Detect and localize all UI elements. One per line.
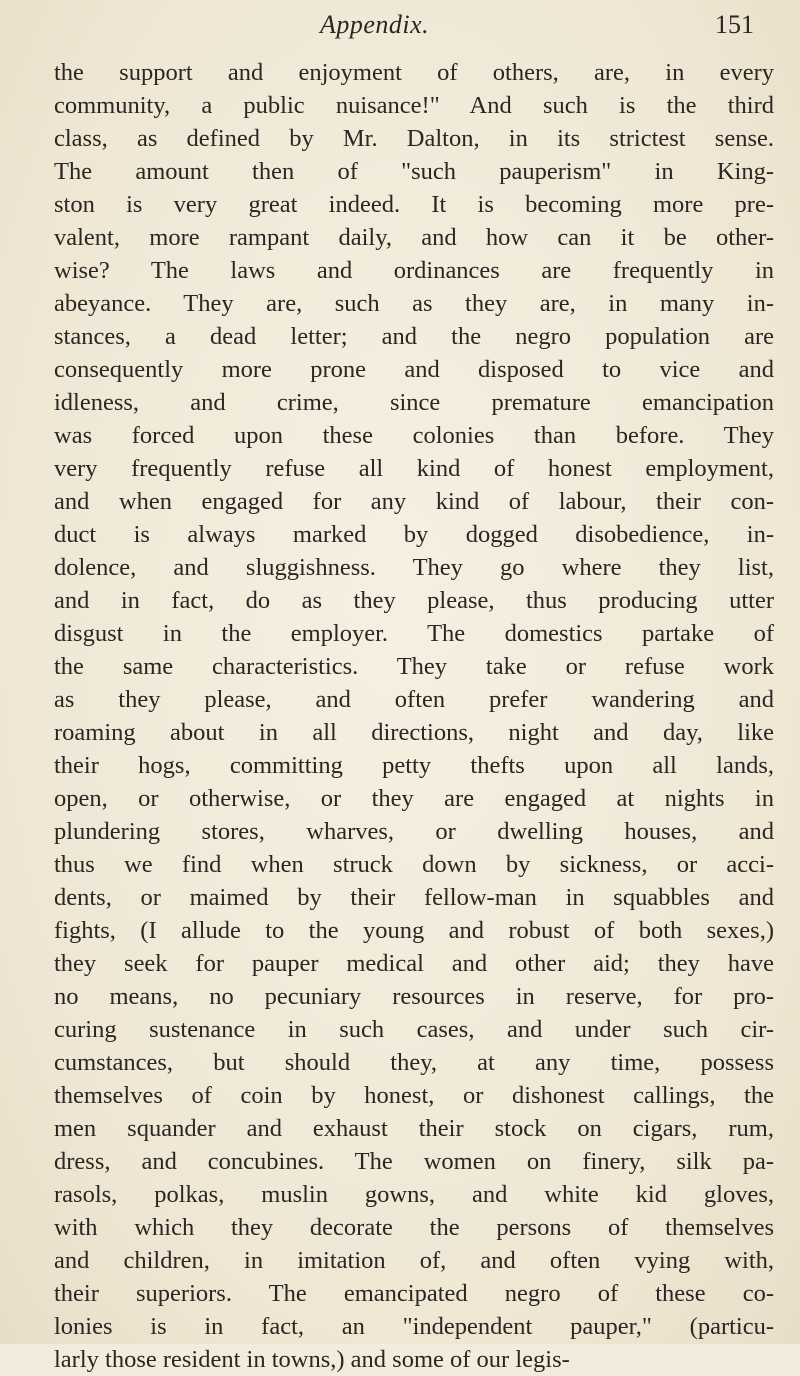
text-line: no means, no pecuniary resources in reserve, for pro- bbox=[54, 983, 774, 1010]
text-line: larly those resident in towns,) and some of our legis- bbox=[54, 1346, 570, 1373]
text-line: dents, or maimed by their fellow-man in squabbles and bbox=[54, 884, 774, 911]
text-line: fights, (I allude to the young and robust of both sexes,) bbox=[54, 917, 774, 944]
text-line: roaming about in all directions, night and day, like bbox=[54, 719, 774, 746]
text-line: curing sustenance in such cases, and under such cir- bbox=[54, 1016, 774, 1043]
text-line: rasols, polkas, muslin gowns, and white kid gloves, bbox=[54, 1181, 774, 1208]
text-line: their superiors. The emancipated negro of these co- bbox=[54, 1280, 774, 1307]
text-line: themselves of coin by honest, or dishonest callings, the bbox=[54, 1082, 774, 1109]
text-line: valent, more rampant daily, and how can it be other- bbox=[54, 224, 774, 251]
text-line: consequently more prone and disposed to vice and bbox=[54, 356, 774, 383]
page-number: 151 bbox=[715, 10, 754, 39]
text-line: abeyance. They are, such as they are, in many in- bbox=[54, 290, 774, 317]
text-line: the support and enjoyment of others, are, in every bbox=[54, 59, 774, 86]
text-line: very frequently refuse all kind of honest employment, bbox=[54, 455, 774, 482]
text-line: the same characteristics. They take or refuse work bbox=[54, 653, 774, 680]
text-line: cumstances, but should they, at any time, possess bbox=[54, 1049, 774, 1076]
text-line: dolence, and sluggishness. They go where they list, bbox=[54, 554, 774, 581]
text-line: wise? The laws and ordinances are frequently in bbox=[54, 257, 774, 284]
text-line: The amount then of "such pauperism" in King- bbox=[54, 158, 774, 185]
text-line: class, as defined by Mr. Dalton, in its strictest sense. bbox=[54, 125, 774, 152]
text-line: stances, a dead letter; and the negro population are bbox=[54, 323, 774, 350]
text-line: duct is always marked by dogged disobedience, in- bbox=[54, 521, 774, 548]
running-head bbox=[0, 10, 800, 50]
text-line: ston is very great indeed. It is becoming more pre- bbox=[54, 191, 774, 218]
text-line: was forced upon these colonies than before. They bbox=[54, 422, 774, 449]
text-line: community, a public nuisance!" And such is the third bbox=[54, 92, 774, 119]
text-line: and when engaged for any kind of labour, their con- bbox=[54, 488, 774, 515]
text-line: as they please, and often prefer wandering and bbox=[54, 686, 774, 713]
text-line: and in fact, do as they please, thus producing utter bbox=[54, 587, 774, 614]
text-line: with which they decorate the persons of themselves bbox=[54, 1214, 774, 1241]
text-line: lonies is in fact, an "independent pauper," (particu- bbox=[54, 1313, 774, 1340]
body-text bbox=[54, 56, 774, 1376]
running-title: Appendix. bbox=[320, 10, 430, 39]
text-line: idleness, and crime, since premature emancipation bbox=[54, 389, 774, 416]
text-line: dress, and concubines. The women on finery, silk pa- bbox=[54, 1148, 774, 1175]
text-line: they seek for pauper medical and other aid; they have bbox=[54, 950, 774, 977]
text-line: disgust in the employer. The domestics partake of bbox=[54, 620, 774, 647]
text-line: open, or otherwise, or they are engaged at nights in bbox=[54, 785, 774, 812]
text-line: men squander and exhaust their stock on cigars, rum, bbox=[54, 1115, 774, 1142]
text-line: plundering stores, wharves, or dwelling houses, and bbox=[54, 818, 774, 845]
text-line: thus we find when struck down by sickness, or acci- bbox=[54, 851, 774, 878]
text-line: their hogs, committing petty thefts upon all lands, bbox=[54, 752, 774, 779]
text-line: and children, in imitation of, and often vying with, bbox=[54, 1247, 774, 1274]
